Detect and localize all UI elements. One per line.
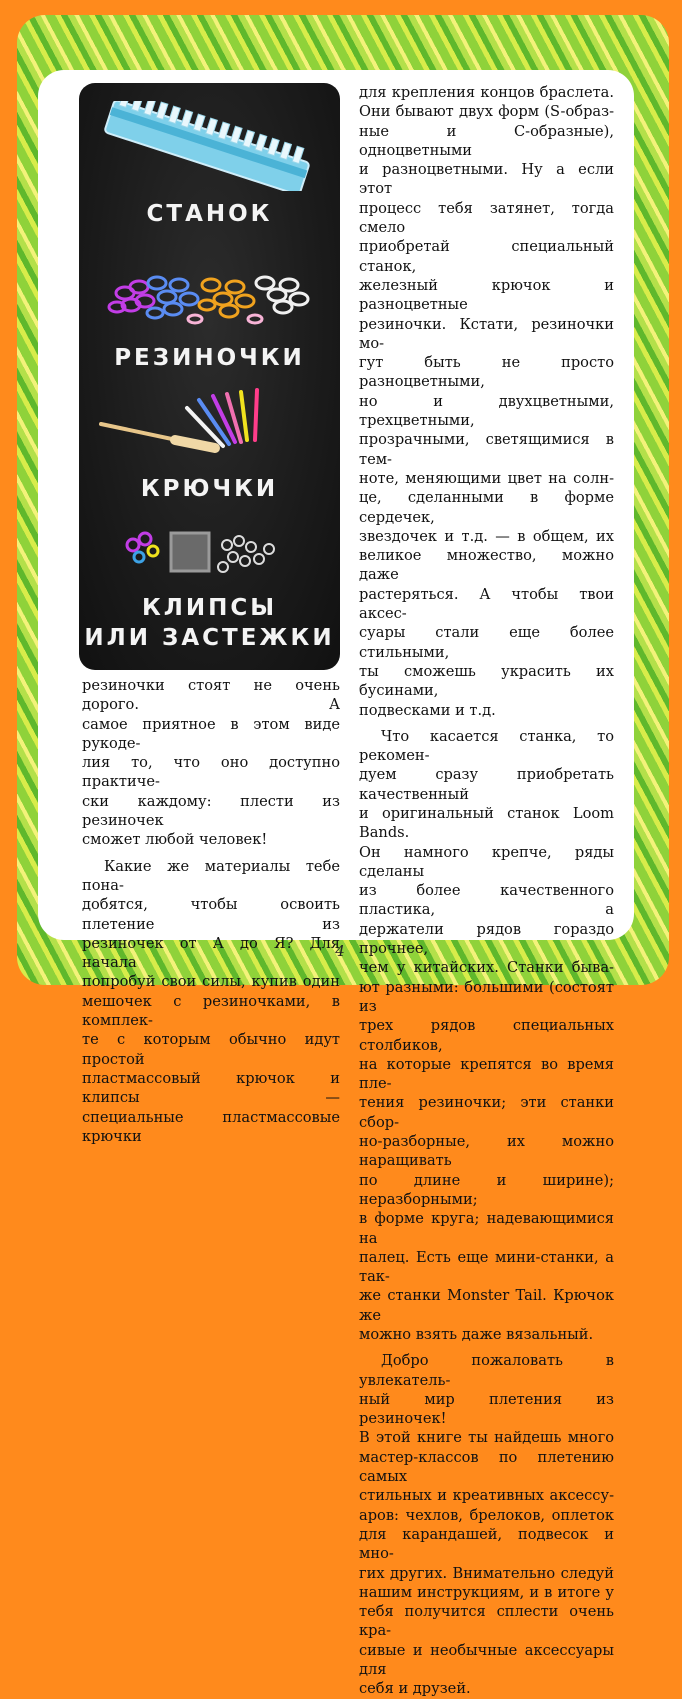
paragraph-line: сивые и необычные аксессуары для [359,1641,614,1679]
loom-label: СТАНОК [146,201,273,227]
paragraph-line: сможет любой человек! [82,831,268,849]
paragraph-line: же станки Monster Tail. Крючок же [359,1287,614,1324]
paragraph-line: ноте, меняющими цвет на солн- [359,469,614,487]
left-column-text [82,676,340,1146]
right-column-text [359,83,614,1699]
paragraph-line: держатели рядов гораздо прочнее, [359,920,614,958]
page-number: 4 [335,942,345,960]
paragraph-line: дуем сразу приобретать качественный [359,766,614,803]
paragraph-line: из более качественного пластика, а [359,882,614,919]
paragraph-line: процесс тебя затянет, тогда смело [359,199,614,237]
paragraph-line: палец. Есть еще мини-станки, а так- [359,1248,614,1286]
clips-image [119,523,309,583]
paragraph-line: гих других. Внимательно следуй [359,1564,614,1582]
paragraph-line: и разноцветными. Ну а если этот [359,161,614,198]
paragraph-line: и оригинальный станок Loom Bands. [359,804,614,842]
paragraph-line: аров: чехлов, брелоков, оплеток [359,1506,614,1524]
rubber-bands-image [95,263,325,333]
paragraph-line: нашим инструкциям, и в итоге у [359,1583,614,1601]
clips-label-line2: ИЛИ ЗАСТЕЖКИ [84,625,335,651]
paragraph-line: для крепления концов браслета. [359,84,614,101]
paragraph-line: ют разными: большими (состоят из [359,978,614,1015]
paragraph-line: приобретай специальный станок, [359,238,614,275]
hooks-image [95,388,325,458]
paragraph-line: себя и друзей. [359,1680,471,1698]
paragraph-line: резиночки стоят не очень дорого. А [82,677,340,714]
paragraph-line: стильных и креативных аксессу- [359,1487,614,1505]
paragraph-line: специальные пластмассовые крючки [82,1108,340,1145]
paragraph-line: гут быть не просто разноцветными, [359,354,614,391]
paragraph-line: можно взять даже вязальный. [359,1326,594,1343]
paragraph-line: ты сможешь украсить их бусинами, [359,662,614,700]
paragraph-line: лия то, что оно доступно практиче- [82,754,340,791]
paragraph-line: подвесками и т.д. [359,701,496,719]
paragraph-line: звездочек и т.д. — в общем, их [359,527,614,545]
paragraph-line: ный мир плетения из резиночек! [359,1390,614,1428]
paragraph-line: для карандашей, подвесок и мно- [359,1525,614,1563]
paragraph-line: суары стали еще более стильными, [359,624,614,661]
paragraph-line: самое приятное в этом виде рукоде- [82,715,340,752]
paragraph-line: на которые крепятся во время пле- [359,1055,614,1093]
paragraph-line: резиночек от А до Я? Для начала [82,934,340,972]
paragraph-line: тебя получится сплести очень кра- [359,1603,614,1640]
paragraph-line: Они бывают двух форм (S-образ- [359,103,614,121]
paragraph-line: те с которым обычно идут простой [82,1031,340,1068]
paragraph-line: резиночки. Кстати, резиночки мо- [359,315,614,352]
paragraph-line: но-разборные, их можно наращивать [359,1133,614,1170]
paragraph-line: великое множество, можно даже [359,547,614,584]
paragraph-line: добятся, чтобы освоить плетение из [82,896,340,933]
paragraph-line: Он намного крепче, ряды сделаны [359,843,614,880]
paragraph-line: Что касается станка, то рекомен- [359,727,614,765]
paragraph-line: но и двухцветными, трехцветными, [359,392,614,430]
paragraph-line: чем у китайских. Станки быва- [359,959,614,977]
paragraph-line: по длине и ширине); неразборными; [359,1171,614,1208]
hooks-label: КРЮЧКИ [140,476,279,502]
paragraph-line: растеряться. А чтобы твои аксес- [359,585,614,623]
paragraph-line: мастер-классов по плетению самых [359,1448,614,1486]
clips-label-line1: КЛИПСЫ [141,595,278,621]
paragraph-line: прозрачными, светящимися в тем- [359,431,614,468]
paragraph-line: В этой книге ты найдешь много [359,1429,614,1447]
paragraph-line: трех рядов специальных столбиков, [359,1017,614,1054]
paragraph-line: ски каждому: плести из резиночек [82,792,340,830]
chalkboard-illustration [79,83,340,670]
paragraph-line: попробуй свои силы, купив один [82,973,340,991]
paragraph-line: железный крючок и разноцветные [359,276,614,314]
loom-image [97,101,322,191]
paragraph-line: Какие же материалы тебе пона- [82,857,340,894]
paragraph-line: в форме круга; надевающимися на [359,1210,614,1247]
paragraph-line: ные и С-образные), одноцветными [359,122,614,159]
paragraph-line: мешочек с резиночками, в комплек- [82,992,340,1030]
paragraph-line: пластмассовый крючок и клипсы — [82,1069,340,1107]
paragraph-line: це, сделанными в форме сердечек, [359,489,614,526]
rubber-bands-label: РЕЗИНОЧКИ [114,345,305,371]
paragraph-line: тения резиночки; эти станки сбор- [359,1094,614,1131]
paragraph-line: Добро пожаловать в увлекатель- [359,1352,614,1389]
